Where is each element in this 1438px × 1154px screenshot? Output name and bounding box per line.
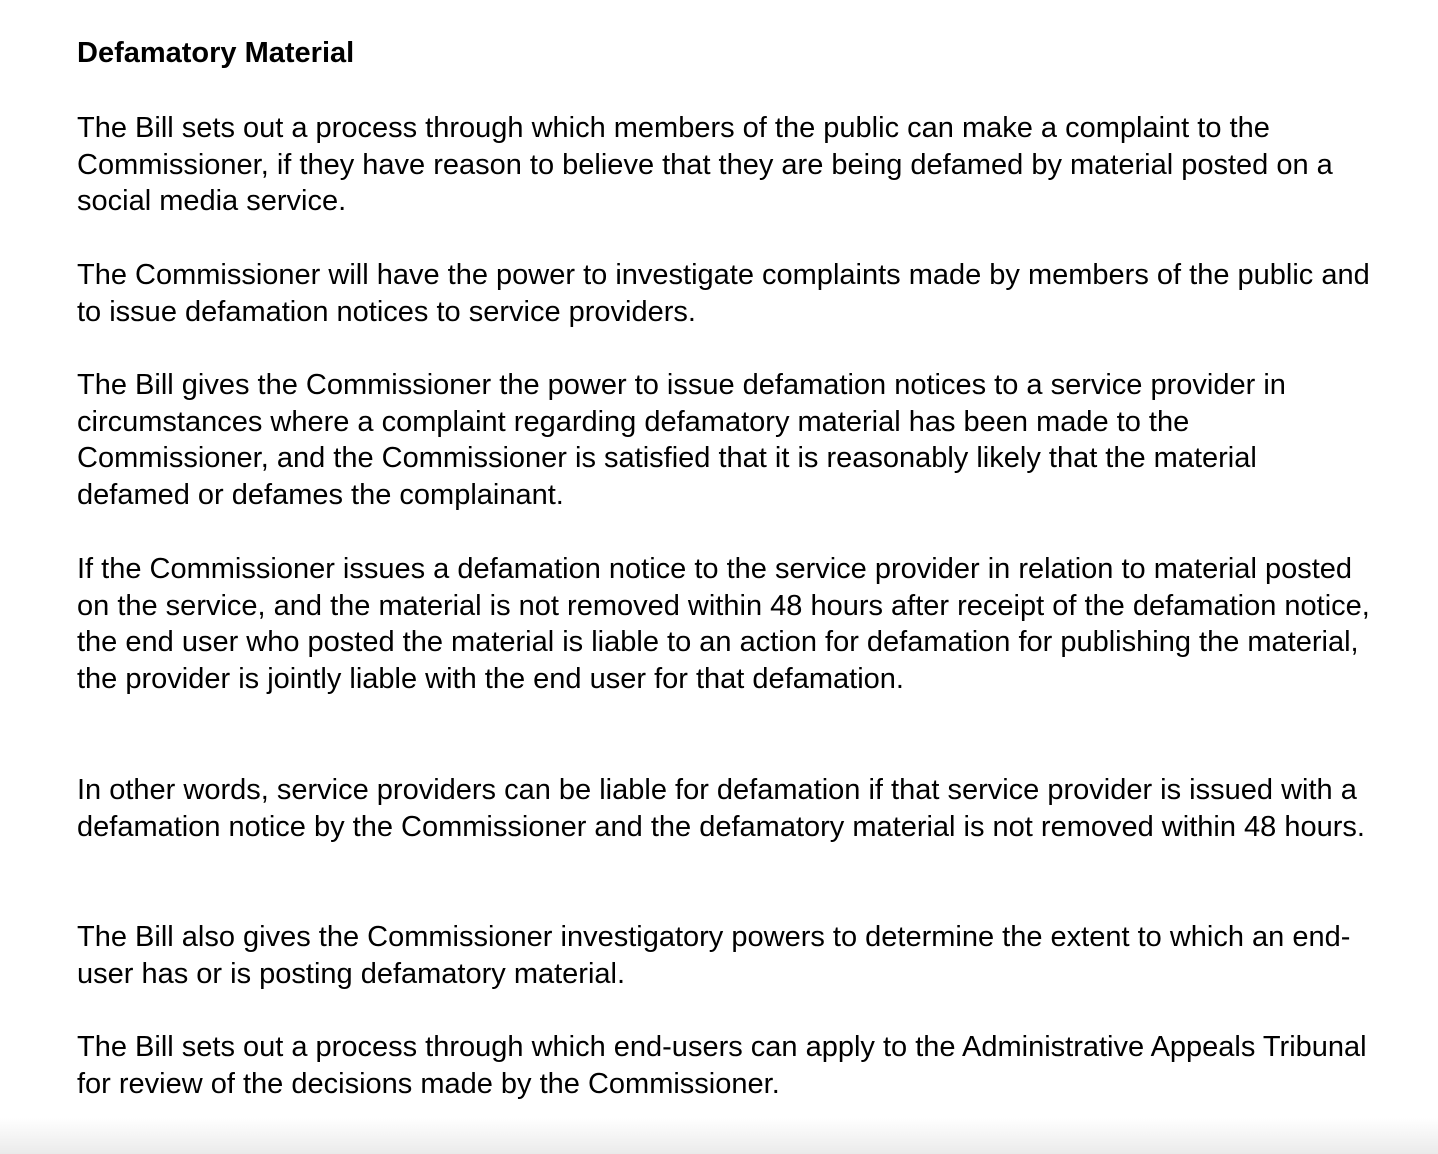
paragraph-issue-notices: The Bill gives the Commissioner the power to issue defamation notices to a service provider in circumstances where a complaint regarding defamatory material has been made to the Commissioner, and the Commissioner is satisfied that it is reasonably likely that the material defamed or defames the complainant.	[77, 369, 1286, 512]
document-page	[77, 33, 1377, 1100]
paragraph-tribunal-review: The Bill sets out a process through which end-users can apply to the Administrative Appeals Tribunal for review of the decisions made by the Commissioner.	[77, 1031, 1367, 1100]
page-bottom-shadow	[0, 1118, 1438, 1154]
paragraph-liability-48-hours: If the Commissioner issues a defamation notice to the service provider in relation to material posted on the service, and the material is not removed within 48 hours after receipt of the defamation notice, the end user who posted the material is liable to an action for defamation for publishing the material, the provider is jointly liable with the end user for that defamation.	[77, 553, 1370, 696]
paragraph-investigate-power: The Commissioner will have the power to investigate complaints made by members of the public and to issue defamation notices to service providers.	[77, 259, 1370, 328]
paragraph-investigatory-powers: The Bill also gives the Commissioner investigatory powers to determine the extent to which an end-user has or is posting defamatory material.	[77, 921, 1351, 990]
paragraph-complaint-process: The Bill sets out a process through which members of the public can make a complaint to the Commissioner, if they have reason to believe that they are being defamed by material posted on a social media service.	[77, 112, 1333, 218]
document-title: Defamatory Material	[77, 37, 355, 69]
paragraph-in-other-words: In other words, service providers can be liable for defamation if that service provider is issued with a defamation notice by the Commissioner and the defamatory material is not removed within 48 hours.	[77, 774, 1365, 843]
